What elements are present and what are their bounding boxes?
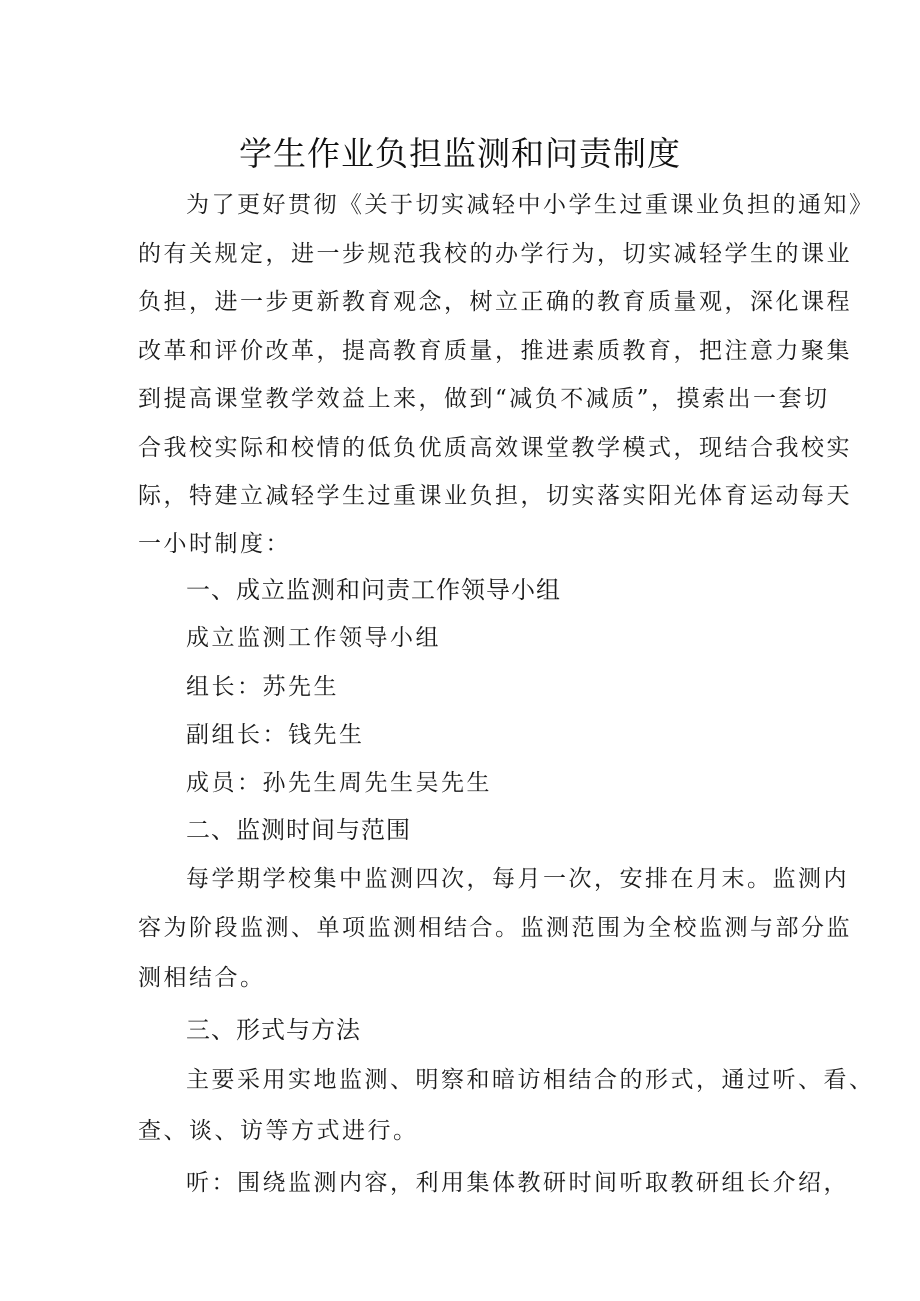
intro-line: 的有关规定，进一步规范我校的办学行为，切实减轻学生的课业 <box>138 241 852 267</box>
document-title: 学生作业负担监测和问责制度 <box>239 134 681 173</box>
section3-line: 查、谈、访等方式进行。 <box>138 1118 419 1144</box>
section3-line: 听：围绕监测内容，利用集体教研时间听取教研组长介绍， <box>186 1170 849 1196</box>
section2-line: 容为阶段监测、单项监测相结合。监测范围为全校监测与部分监 <box>138 915 852 941</box>
intro-line: 一小时制度： <box>138 531 291 557</box>
section-heading-1: 一、成立监测和问责工作领导小组 <box>186 576 561 604</box>
section-heading-2: 二、监测时间与范围 <box>186 816 411 844</box>
section-heading-3: 三、形式与方法 <box>186 1016 361 1044</box>
intro-line: 负担，进一步更新教育观念，树立正确的教育质量观，深化课程 <box>138 289 852 315</box>
section2-line: 测相结合。 <box>138 965 266 991</box>
intro-line: 合我校实际和校情的低负优质高效课堂教学模式，现结合我校实 <box>138 435 852 461</box>
intro-line: 到提高课堂教学效益上来，做到“减负不减质”，摸索出一套切 <box>138 386 830 412</box>
section2-line: 每学期学校集中监测四次，每月一次，安排在月末。监测内 <box>186 866 849 892</box>
section1-line: 组长：苏先生 <box>186 674 339 700</box>
section1-line: 成立监测工作领导小组 <box>186 625 441 651</box>
section3-line: 主要采用实地监测、明察和暗访相结合的形式，通过听、看、 <box>186 1067 875 1093</box>
intro-line: 为了更好贯彻《关于切实减轻中小学生过重课业负担的通知》 <box>186 192 875 218</box>
section1-line: 成员：孙先生周先生吴先生 <box>186 770 492 796</box>
section1-line: 副组长：钱先生 <box>186 722 365 748</box>
intro-line: 际，特建立减轻学生过重课业负担，切实落实阳光体育运动每天 <box>138 483 852 509</box>
intro-line: 改革和评价改革，提高教育质量，推进素质教育，把注意力聚集 <box>138 338 852 364</box>
